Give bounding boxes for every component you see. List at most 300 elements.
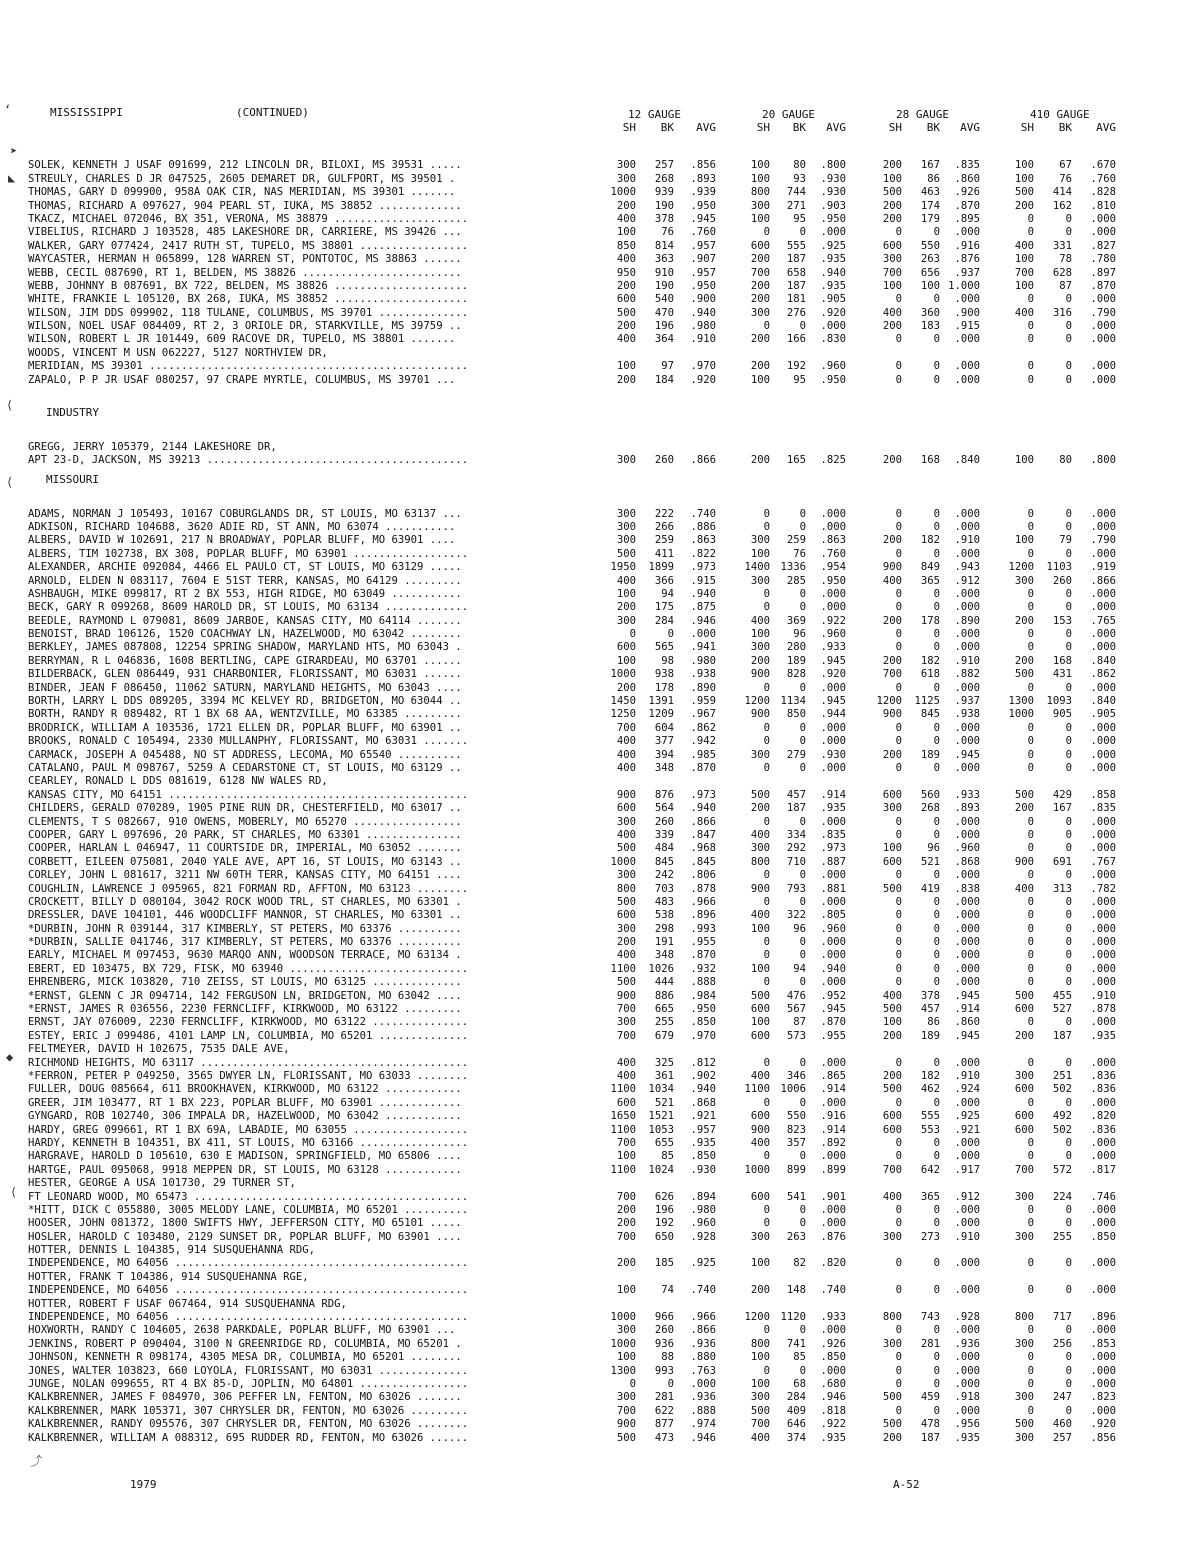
score-cell: 284 (654, 614, 674, 627)
score-cell: .902 (690, 1069, 716, 1082)
score-cell: 273 (920, 1230, 940, 1243)
score-cell: 85 (793, 1351, 806, 1364)
score-cell: 0 (895, 1056, 902, 1069)
score-cell: 1103 (1046, 561, 1072, 574)
score-cell: 0 (933, 721, 940, 734)
score-cell: .000 (820, 1203, 846, 1216)
score-cell: 600 (882, 788, 902, 801)
score-cell: .946 (690, 614, 716, 627)
score-cell: 0 (763, 976, 770, 989)
score-cell: 0 (799, 1324, 806, 1337)
score-cell: 100 (1014, 534, 1034, 547)
score-cell: .955 (690, 936, 716, 949)
spacer (28, 494, 1118, 507)
score-cell: .870 (690, 949, 716, 962)
score-cell: 259 (786, 534, 806, 547)
score-cell: .000 (820, 507, 846, 520)
table-row (28, 1231, 1118, 1244)
score-cell: .925 (820, 239, 846, 252)
score-cell: 0 (799, 762, 806, 774)
score-cell: 600 (750, 1190, 770, 1203)
score-cell: .863 (820, 534, 846, 547)
score-cell: 300 (616, 507, 636, 520)
score-cell: .920 (690, 373, 716, 386)
score-cell: 80 (1059, 454, 1072, 466)
score-cell: .930 (820, 748, 846, 761)
table-row (28, 1164, 1118, 1177)
score-cell: 369 (786, 614, 806, 627)
score-cell: .790 (1090, 306, 1116, 319)
score-cell: .000 (1090, 748, 1116, 761)
score-cell: 200 (1014, 199, 1034, 212)
score-cell: 0 (799, 601, 806, 614)
score-cell: 703 (654, 882, 674, 895)
score-cell: 0 (799, 869, 806, 882)
score-cell: 0 (1027, 842, 1034, 855)
score-cell: 800 (1014, 1311, 1034, 1324)
shooter-entry: JENKINS, ROBERT P 090404, 3100 N GREENRIDGE RD, COLUMBIA, MO 65201 . (28, 1337, 462, 1350)
table-row (28, 816, 1118, 829)
score-cell: .000 (1090, 628, 1116, 641)
score-cell: .954 (820, 561, 846, 574)
score-cell: 717 (1052, 1311, 1072, 1324)
score-cell: 0 (1065, 1351, 1072, 1364)
shooter-entry: THOMAS, GARY D 099900, 958A OAK CIR, NAS MERIDIAN, MS 39301 ....... (28, 186, 456, 199)
score-cell: 348 (654, 762, 674, 774)
score-cell: .000 (954, 828, 980, 841)
score-cell: .000 (820, 721, 846, 734)
score-cell: .806 (690, 869, 716, 882)
score-cell: .000 (1090, 762, 1116, 774)
score-cell: 886 (654, 989, 674, 1002)
table-row (28, 949, 1118, 962)
score-cell: 567 (786, 1003, 806, 1016)
score-cell: 0 (1027, 815, 1034, 828)
score-cell: 168 (920, 454, 940, 466)
score-cell: 182 (920, 1069, 940, 1082)
score-cell: .966 (690, 895, 716, 908)
score-cell: 0 (763, 681, 770, 694)
score-cell: .000 (1090, 869, 1116, 882)
table-row (28, 896, 1118, 909)
score-cell: 300 (750, 199, 770, 212)
score-cell: 0 (933, 815, 940, 828)
shooter-entry: ERNST, JAY 076009, 2230 FERNCLIFF, KIRKWOOD, MO 63122 ............... (28, 1016, 469, 1029)
score-cell: .916 (820, 1110, 846, 1123)
score-cell: .950 (690, 199, 716, 212)
score-cell: .914 (954, 1003, 980, 1016)
score-cell: 182 (920, 534, 940, 547)
score-cell: 300 (1014, 1190, 1034, 1203)
score-cell: 0 (933, 735, 940, 748)
score-cell: 200 (750, 279, 770, 292)
score-cell: .973 (820, 842, 846, 855)
score-cell: 0 (799, 1217, 806, 1230)
score-cell: 255 (1052, 1230, 1072, 1243)
score-cell: 0 (895, 735, 902, 748)
score-cell: 521 (920, 855, 940, 868)
shooter-entry: HOTTER, DENNIS L 104385, 914 SUSQUEHANNA RDG, (28, 1244, 316, 1257)
score-cell: 600 (1014, 1110, 1034, 1123)
score-cell: 0 (1065, 1324, 1072, 1337)
score-cell: 938 (654, 668, 674, 681)
score-cell: 600 (616, 641, 636, 654)
score-cell: 600 (616, 909, 636, 922)
score-cell: 200 (616, 936, 636, 949)
spacer (28, 387, 1118, 400)
score-cell: 100 (1014, 454, 1034, 466)
score-cell: 100 (1014, 279, 1034, 292)
score-cell: 93 (793, 172, 806, 185)
score-cell: .850 (820, 1351, 846, 1364)
score-cell: .930 (690, 1163, 716, 1176)
score-cell: 0 (1065, 895, 1072, 908)
score-cell: 100 (750, 212, 770, 225)
column-header: AVG (696, 121, 716, 134)
table-row (28, 575, 1118, 588)
score-cell: .900 (690, 293, 716, 306)
score-cell: 502 (1052, 1083, 1072, 1096)
score-cell: 400 (1014, 239, 1034, 252)
score-cell: .850 (690, 1016, 716, 1029)
column-header: AVG (826, 121, 846, 134)
score-cell: 560 (920, 788, 940, 801)
score-cell: 1000 (744, 1163, 770, 1176)
shooter-entry: JONES, WALTER 103823, 660 LOYOLA, FLORISSANT, MO 63031 .............. (28, 1364, 469, 1377)
score-cell: .746 (1090, 1190, 1116, 1203)
score-cell: 322 (786, 909, 806, 922)
score-cell: .946 (690, 1431, 716, 1444)
score-cell: .000 (820, 1364, 846, 1377)
score-cell: 200 (750, 360, 770, 373)
shooter-entry: *ERNST, GLENN C JR 094714, 142 FERGUSON LN, BRIDGETON, MO 63042 .... (28, 989, 462, 1002)
score-cell: 300 (1014, 1337, 1034, 1350)
table-row (28, 320, 1118, 333)
score-cell: 80 (793, 159, 806, 172)
score-cell: 100 (750, 1351, 770, 1364)
score-cell: .000 (1090, 1257, 1116, 1270)
score-cell: 357 (786, 1136, 806, 1149)
gauge-20-heading: 20 GAUGE (762, 108, 815, 121)
score-cell: 400 (750, 614, 770, 627)
score-cell: 0 (895, 1257, 902, 1270)
score-cell: .845 (690, 855, 716, 868)
score-cell: .866 (1090, 574, 1116, 587)
table-row (28, 347, 1118, 360)
table-row (28, 1150, 1118, 1163)
score-cell: 0 (1027, 895, 1034, 908)
score-cell: .966 (690, 1311, 716, 1324)
score-cell: .895 (954, 212, 980, 225)
score-cell: 316 (1052, 306, 1072, 319)
score-cell: 600 (882, 1110, 902, 1123)
score-cell: .930 (820, 186, 846, 199)
score-cell: 0 (1065, 762, 1072, 774)
score-cell: 1125 (914, 695, 940, 708)
score-cell: .000 (820, 815, 846, 828)
score-cell: 300 (616, 454, 636, 466)
score-cell: 85 (661, 1150, 674, 1163)
score-cell: 68 (793, 1377, 806, 1390)
score-cell: 470 (654, 306, 674, 319)
score-cell: 0 (933, 641, 940, 654)
score-cell: 400 (616, 1056, 636, 1069)
score-cell: 87 (793, 1016, 806, 1029)
score-cell: .000 (1090, 1404, 1116, 1417)
score-cell: 187 (920, 1431, 940, 1444)
score-cell: 628 (1052, 266, 1072, 279)
score-cell: 0 (895, 1404, 902, 1417)
score-cell: 0 (799, 1096, 806, 1109)
score-cell: 200 (750, 333, 770, 346)
score-cell: .000 (1090, 1217, 1116, 1230)
table-row (28, 1124, 1118, 1137)
score-cell: 300 (616, 815, 636, 828)
score-cell: 900 (616, 989, 636, 1002)
score-cell: 400 (750, 1431, 770, 1444)
score-cell: 100 (882, 1016, 902, 1029)
score-cell: .812 (690, 1056, 716, 1069)
shooter-entry: KANSAS CITY, MO 64151 ............................................... (28, 788, 469, 801)
score-cell: 271 (786, 199, 806, 212)
score-cell: .820 (1090, 1110, 1116, 1123)
score-cell: 0 (799, 721, 806, 734)
score-cell: 0 (799, 681, 806, 694)
shooter-entry: HARTGE, PAUL 095068, 9918 MEPPEN DR, ST LOUIS, MO 63128 ............ (28, 1163, 462, 1176)
score-cell: .000 (954, 547, 980, 560)
score-cell: 281 (920, 1337, 940, 1350)
score-cell: .882 (954, 668, 980, 681)
score-cell: .763 (690, 1364, 716, 1377)
score-cell: .928 (690, 1230, 716, 1243)
score-cell: 67 (1059, 159, 1072, 172)
shooter-entry: HARDY, GREG 099661, RT 1 BX 69A, LABADIE, MO 63055 .................. (28, 1123, 469, 1136)
score-cell: 0 (895, 1351, 902, 1364)
score-cell: 200 (750, 293, 770, 306)
score-cell: 700 (616, 1404, 636, 1417)
shooter-entry: INDEPENDENCE, MO 64056 .............................................. (28, 1257, 469, 1270)
score-cell: 200 (750, 654, 770, 667)
score-cell: 0 (629, 1377, 636, 1390)
score-cell: .910 (1090, 989, 1116, 1002)
score-cell: 0 (1065, 949, 1072, 962)
shooter-entry: JUNGE, NOLAN 099655, RT 4 BX 85-D, JOPLIN, MO 64801 ................. (28, 1377, 469, 1390)
shooter-entry: CROCKETT, BILLY D 080104, 3042 ROCK WOOD TRL, ST CHARLES, MO 63301 . (28, 895, 462, 908)
score-cell: .805 (820, 909, 846, 922)
score-cell: 346 (786, 1069, 806, 1082)
score-cell: 0 (1027, 547, 1034, 560)
score-cell: .919 (1090, 561, 1116, 574)
score-cell: 200 (882, 1431, 902, 1444)
score-cell: 300 (616, 534, 636, 547)
score-cell: .000 (1090, 360, 1116, 373)
score-cell: 0 (933, 976, 940, 989)
score-cell: .000 (1090, 212, 1116, 225)
score-cell: 0 (933, 909, 940, 922)
table-row (28, 641, 1118, 654)
score-cell: 1053 (648, 1123, 674, 1136)
score-cell: 100 (750, 1377, 770, 1390)
shooter-entry: CATALANO, PAUL M 098767, 5259 A CEDARSTONE CT, ST LOUIS, MO 63129 .. (28, 762, 462, 774)
shooter-entry: KALKBRENNER, JAMES F 084970, 306 PEFFER LN, FENTON, MO 63026 ....... (28, 1391, 462, 1404)
score-cell: 196 (654, 1203, 674, 1216)
score-cell: 0 (1027, 641, 1034, 654)
score-cell: 200 (882, 212, 902, 225)
score-cell: 936 (654, 1337, 674, 1350)
score-cell: 564 (654, 802, 674, 815)
table-row (28, 1191, 1118, 1204)
score-cell: 0 (895, 1136, 902, 1149)
score-cell: 0 (1027, 226, 1034, 239)
margin-mark: ⟨ (10, 1185, 18, 1199)
score-cell: 877 (654, 1418, 674, 1431)
score-cell: 300 (750, 534, 770, 547)
shooter-entry: CORLEY, JOHN L 081617, 3211 NW 60TH TERR, KANSAS CITY, MO 64151 .... (28, 869, 462, 882)
score-cell: .914 (820, 1123, 846, 1136)
score-cell: 268 (654, 172, 674, 185)
score-cell: .817 (1090, 1163, 1116, 1176)
score-cell: 0 (799, 815, 806, 828)
score-cell: 0 (933, 762, 940, 774)
score-cell: 0 (763, 1056, 770, 1069)
score-cell: 394 (654, 748, 674, 761)
score-cell: .000 (954, 936, 980, 949)
score-cell: 0 (1027, 1404, 1034, 1417)
score-cell: .000 (1090, 815, 1116, 828)
table-row (28, 909, 1118, 922)
score-cell: 0 (933, 547, 940, 560)
score-cell: 187 (786, 279, 806, 292)
shooter-entry: *DURBIN, JOHN R 039144, 317 KIMBERLY, ST PETERS, MO 63376 .......... (28, 922, 462, 935)
score-cell: 0 (895, 976, 902, 989)
score-cell: 0 (799, 520, 806, 533)
score-cell: .858 (1090, 788, 1116, 801)
score-cell: 400 (882, 989, 902, 1002)
score-cell: 0 (1027, 628, 1034, 641)
score-cell: .941 (690, 641, 716, 654)
shooter-entry: FELTMEYER, DAVID H 102675, 7535 DALE AVE, (28, 1043, 290, 1056)
score-cell: .901 (820, 1190, 846, 1203)
score-cell: .000 (1090, 1284, 1116, 1297)
score-cell: .836 (1090, 1083, 1116, 1096)
score-cell: 0 (1027, 320, 1034, 333)
score-cell: .942 (690, 735, 716, 748)
table-row (28, 936, 1118, 949)
score-cell: 540 (654, 293, 674, 306)
shooter-entry: ALEXANDER, ARCHIE 092084, 4466 EL PAULO CT, ST LOUIS, MO 63129 ..... (28, 561, 462, 574)
score-cell: .974 (690, 1418, 716, 1431)
score-cell: 550 (786, 1110, 806, 1123)
score-cell: 0 (1065, 226, 1072, 239)
score-cell: 1336 (780, 561, 806, 574)
score-cell: 1000 (610, 668, 636, 681)
score-cell: 183 (920, 320, 940, 333)
score-cell: 572 (1052, 1163, 1072, 1176)
score-cell: 0 (763, 721, 770, 734)
table-row (28, 655, 1118, 668)
score-cell: 0 (1065, 628, 1072, 641)
score-cell: 500 (1014, 186, 1034, 199)
score-cell: .000 (1090, 1351, 1116, 1364)
footer-page: A-52 (893, 1478, 920, 1491)
shooter-entry: ESTEY, ERIC J 099486, 4101 LAMP LN, COLUMBIA, MO 65201 .............. (28, 1029, 469, 1042)
shooter-entry: *ERNST, JAMES R 036556, 2230 FERNCLIFF, KIRKWOOD, MO 63122 ......... (28, 1003, 462, 1016)
shooter-entry: INDEPENDENCE, MO 64056 .............................................. (28, 1284, 469, 1297)
score-cell: .866 (690, 454, 716, 466)
score-cell: 0 (1027, 293, 1034, 306)
table-row (28, 1244, 1118, 1257)
score-cell: 95 (793, 373, 806, 386)
score-cell: 555 (920, 1110, 940, 1123)
spacer (28, 146, 1118, 159)
shooter-entry: BORTH, RANDY R 089482, RT 1 BX 68 AA, WENTZVILLE, MO 63385 ......... (28, 708, 462, 721)
score-cell: .886 (690, 520, 716, 533)
score-cell: .970 (690, 360, 716, 373)
score-cell: .000 (954, 226, 980, 239)
score-cell: 0 (763, 1150, 770, 1163)
score-cell: .000 (1090, 293, 1116, 306)
score-cell: 0 (763, 869, 770, 882)
score-cell: 876 (654, 788, 674, 801)
score-cell: 0 (667, 1377, 674, 1390)
score-cell: .000 (1090, 320, 1116, 333)
score-cell: 100 (616, 1351, 636, 1364)
score-cell: .922 (820, 1418, 846, 1431)
score-cell: 298 (654, 922, 674, 935)
score-cell: .853 (1090, 1337, 1116, 1350)
score-cell: .836 (1090, 1069, 1116, 1082)
score-cell: 0 (1065, 520, 1072, 533)
score-cell: .920 (1090, 1418, 1116, 1431)
table-row (28, 682, 1118, 695)
score-cell: .000 (954, 735, 980, 748)
score-cell: 0 (799, 226, 806, 239)
score-cell: 0 (895, 828, 902, 841)
score-cell: 222 (654, 507, 674, 520)
score-cell: 0 (895, 507, 902, 520)
shooter-entry: SOLEK, KENNETH J USAF 091699, 212 LINCOLN DR, BILOXI, MS 39531 ..... (28, 159, 462, 172)
score-cell: .893 (690, 172, 716, 185)
score-cell: 0 (763, 1203, 770, 1216)
score-cell: .000 (1090, 976, 1116, 989)
score-cell: 200 (616, 681, 636, 694)
score-cell: 331 (1052, 239, 1072, 252)
score-cell: 0 (1027, 1096, 1034, 1109)
score-cell: .000 (1090, 962, 1116, 975)
score-cell: .000 (1090, 936, 1116, 949)
score-cell: 200 (882, 614, 902, 627)
shooter-entry: ALBERS, DAVID W 102691, 217 N BROADWAY, POPLAR BLUFF, MO 63901 .... (28, 534, 456, 547)
score-cell: 200 (616, 1217, 636, 1230)
score-cell: 492 (1052, 1110, 1072, 1123)
score-cell: .810 (1090, 199, 1116, 212)
shooter-entry: THOMAS, RICHARD A 097627, 904 PEARL ST, IUKA, MS 38852 ............. (28, 199, 462, 212)
score-cell: 618 (920, 668, 940, 681)
shooter-entry: EARLY, MICHAEL M 097453, 9630 MARQO ANN, WOODSON TERRACE, MO 63134 . (28, 949, 462, 962)
score-cell: 174 (920, 199, 940, 212)
score-cell: .960 (820, 360, 846, 373)
score-cell: 0 (933, 1364, 940, 1377)
score-cell: 0 (895, 869, 902, 882)
score-cell: 0 (895, 909, 902, 922)
score-cell: 800 (616, 882, 636, 895)
score-cell: 0 (1065, 333, 1072, 346)
score-cell: .000 (820, 587, 846, 600)
shooter-entry: BERKLEY, JAMES 087808, 12254 SPRING SHADOW, MARYLAND HTS, MO 63043 . (28, 641, 462, 654)
table-row (28, 374, 1118, 387)
table-row (28, 1110, 1118, 1123)
shooter-entry: CEARLEY, RONALD L DDS 081619, 6128 NW WALES RD, (28, 775, 328, 788)
